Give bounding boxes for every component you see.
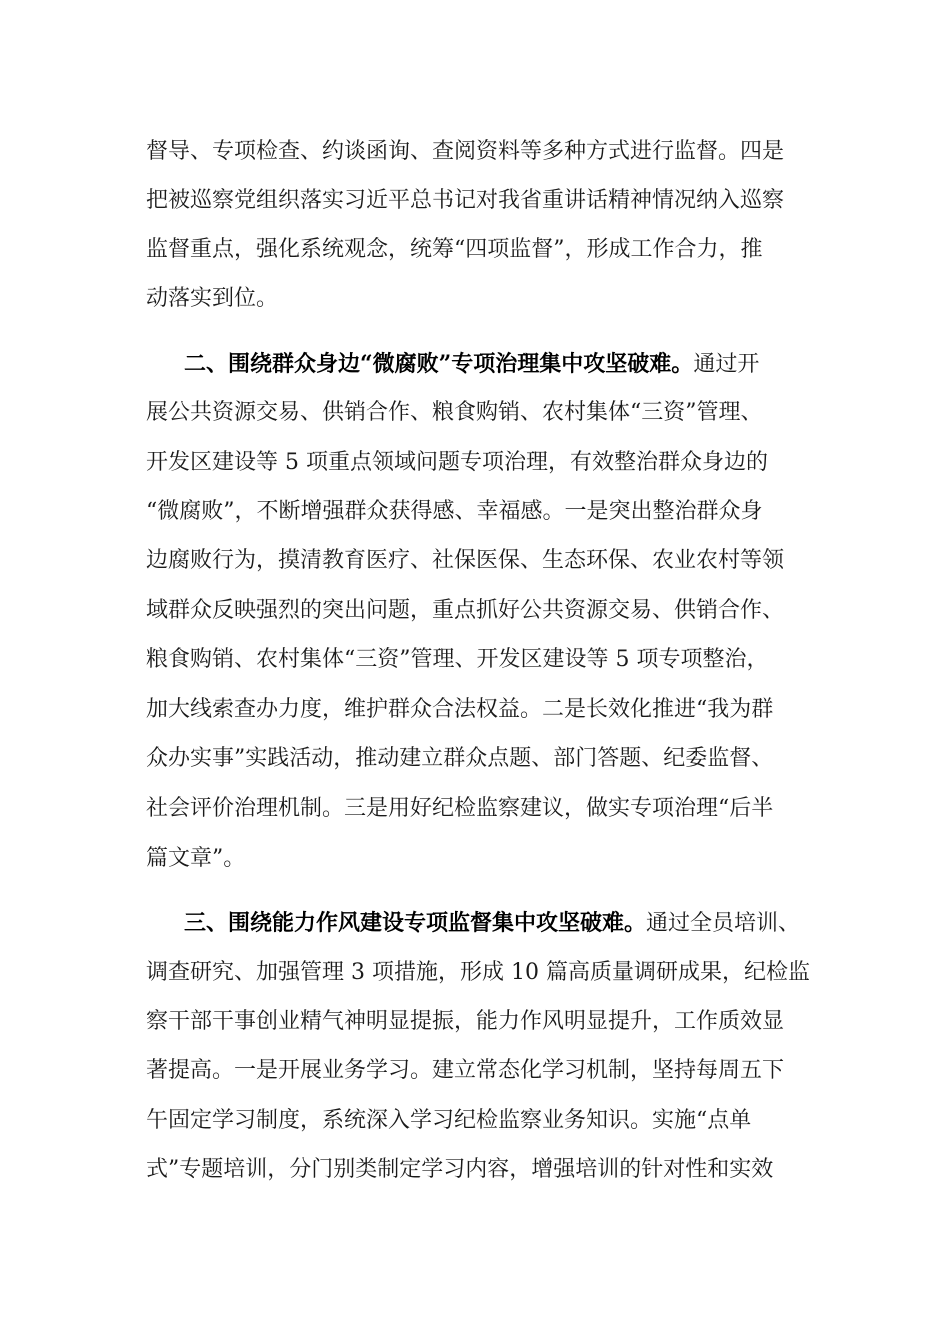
line-text: 众办实事”实践活动，推动建立群众点题、部门答题、纪委监督、 <box>146 746 774 771</box>
line-text: 通过开 <box>693 352 760 377</box>
line-text: 开发区建设等 5 项重点领域问题专项治理，有效整治群众身边的 <box>146 450 768 475</box>
text-line <box>146 1103 818 1139</box>
line-text: 通过全员培训、 <box>646 911 801 936</box>
section-heading-line <box>184 905 818 941</box>
line-text: 监督重点，强化系统观念，统筹“四项监督”，形成工作合力，推 <box>146 237 763 262</box>
section-heading-line <box>184 346 818 382</box>
line-text: 督导、专项检查、约谈函询、查阅资料等多种方式进行监督。四是 <box>146 139 785 164</box>
line-text: 加大线索查办力度，维护群众合法权益。二是长效化推进“我为群 <box>146 697 774 722</box>
line-text: 把被巡察党组织落实习近平总书记对我省重讲话精神情况纳入巡察 <box>146 188 785 213</box>
line-text: 粮食购销、农村集体“三资”管理、开发区建设等 5 项专项整治， <box>146 647 769 672</box>
text-line <box>146 642 818 678</box>
text-line <box>146 395 818 431</box>
line-text: 调查研究、加强管理 3 项措施，形成 10 篇高质量调研成果，纪检监 <box>146 960 810 985</box>
text-line <box>146 1053 818 1089</box>
text-line <box>146 593 818 629</box>
line-text: 式”专题培训，分门别类制定学习内容，增强培训的针对性和实效 <box>146 1157 774 1182</box>
section-heading: 二、围绕群众身边“微腐败”专项治理集中攻坚破难。 <box>184 351 694 377</box>
text-line <box>146 232 818 268</box>
line-text: 展公共资源交易、供销合作、粮食购销、农村集体“三资”管理、 <box>146 400 763 425</box>
text-line <box>146 841 818 877</box>
text-line <box>146 183 818 219</box>
text-line <box>146 134 818 170</box>
text-line <box>146 1152 818 1188</box>
line-text: 边腐败行为，摸清教育医疗、社保医保、生态环保、农业农村等领 <box>146 548 785 573</box>
line-text: “微腐败”，不断增强群众获得感、幸福感。一是突出整治群众身 <box>146 499 763 524</box>
text-line <box>146 543 818 579</box>
text-line <box>146 494 818 530</box>
text-line <box>146 692 818 728</box>
text-line <box>146 955 818 991</box>
line-text: 域群众反映强烈的突出问题，重点抓好公共资源交易、供销合作、 <box>146 598 785 623</box>
line-text: 篇文章”。 <box>146 846 246 871</box>
line-text: 动落实到位。 <box>146 286 279 311</box>
text-line <box>146 445 818 481</box>
line-text: 午固定学习制度，系统深入学习纪检监察业务知识。实施“点单 <box>146 1108 752 1133</box>
line-text: 著提高。一是开展业务学习。建立常态化学习机制，坚持每周五下 <box>146 1058 785 1083</box>
text-line <box>146 791 818 827</box>
line-text: 社会评价治理机制。三是用好纪检监察建议，做实专项治理“后半 <box>146 796 774 821</box>
text-line <box>146 1004 818 1040</box>
text-line <box>146 741 818 777</box>
line-text: 察干部干事创业精气神明显提振，能力作风明显提升，工作质效显 <box>146 1009 785 1034</box>
section-heading: 三、围绕能力作风建设专项监督集中攻坚破难。 <box>184 910 647 936</box>
text-line <box>146 281 818 317</box>
